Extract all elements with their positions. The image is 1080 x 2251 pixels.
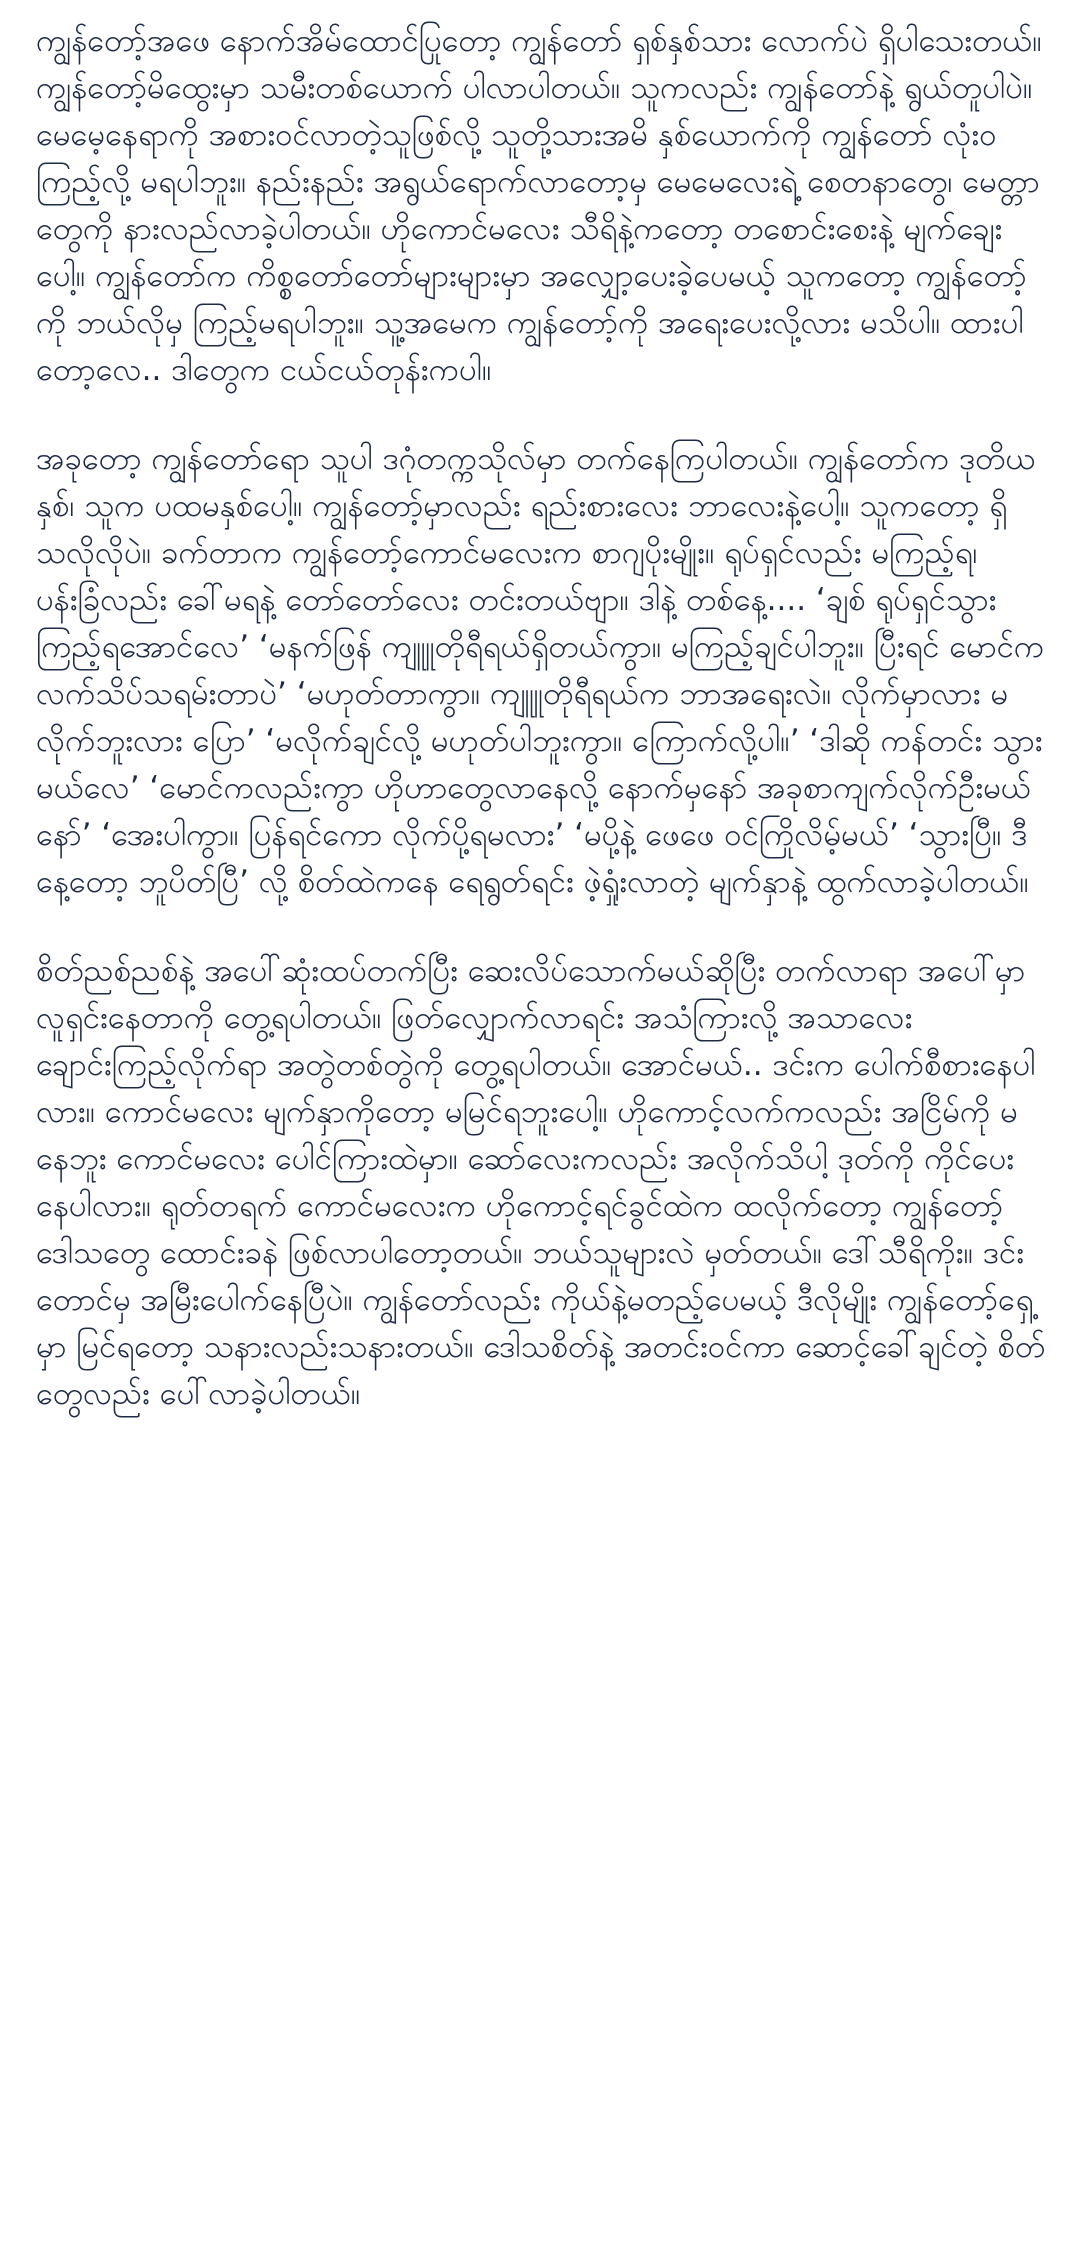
article-body bbox=[36, 18, 1046, 1418]
paragraph: ကျွန်တော့်အဖေ နောက်အိမ်ထောင်ပြုတော့ ကျွန်တော် ရှစ်နှစ်သား လောက်ပဲ ရှိပါသေးတယ်။ ကျွန်တော့်မိထွေးမှာ သမီးတစ်ယောက် ပါလာပါတယ်။ သူကလည်း ကျွန်တော်နဲ့ ရွယ်တူပါပဲ။ မေမေ့နေရာကို အစားဝင်လာတဲ့သူဖြစ်လို့ သူတို့သားအမိ နှစ်ယောက်ကို ကျွန်တော် လုံးဝကြည့်လို့ မရပါဘူး။ နည်းနည်း အရွယ်ရောက်လာတော့မှ မေမေလေးရဲ့ စေတနာတွေ၊ မေတ္တာတွေကို နားလည်လာခဲ့ပါတယ်။ ဟိုကောင်မလေး သီရိနဲ့ကတော့ တစောင်းစေးနဲ့ မျက်ချေးပေါ့။ ကျွန်တော်က ကိစ္စတော်တော်များများမှာ အလျှော့ပေးခဲ့ပေမယ့် သူကတော့ ကျွန်တော့်ကို ဘယ်လိုမှ ကြည့်မရပါဘူး။ သူ့အမေက ကျွန်တော့်ကို အရေးပေးလို့လား မသိပါ။ ထားပါတော့လေ.. ဒါတွေက ငယ်ငယ်တုန်းကပါ။ bbox=[36, 23, 1042, 388]
paragraph: စိတ်ညစ်ညစ်နဲ့ အပေါ်ဆုံးထပ်တက်ပြီး ဆေးလိပ်သောက်မယ်ဆိုပြီး တက်လာရာ အပေါ်မှာ လူရှင်းနေတာကို တွေ့ရပါတယ်။ ဖြတ်လျှောက်လာရင်း အသံကြားလို့ အသာလေး ချောင်းကြည့်လိုက်ရာ အတွဲတစ်တွဲကို တွေ့ရပါတယ်။ အောင်မယ်.. ဒင်းက ပေါက်စီစားနေပါလား။ ကောင်မလေး မျက်နှာကိုတော့ မမြင်ရဘူးပေါ့။ ဟိုကောင့်လက်ကလည်း အငြိမ်ကို မနေဘူး ကောင်မလေး ပေါင်ကြားထဲမှာ။ ဆော်လေးကလည်း အလိုက်သိပါ့ ဒုတ်ကို ကိုင်ပေးနေပါလား။ ရုတ်တရက် ကောင်မလေးက ဟိုကောင့်ရင်ခွင်ထဲက ထလိုက်တော့ ကျွန်တော့်ဒေါသတွေ ထောင်းခနဲ ဖြစ်လာပါတော့တယ်။ ဘယ်သူများလဲ မှတ်တယ်။ ဒေါ်သီရိကိုး။ ဒင်းတောင်မှ အမြီးပေါက်နေပြီပဲ။ ကျွန်တော်လည်း ကိုယ်နဲ့မတည့်ပေမယ့် ဒီလိုမျိုး ကျွန်တော့်ရှေ့မှာ မြင်ရတော့ သနားလည်းသနားတယ်။ ဒေါသစိတ်နဲ့ အတင်းဝင်ကာ ဆောင့်ခေါ်ချင်တဲ့ စိတ်တွေလည်း ပေါ်လာခဲ့ပါတယ်။ bbox=[36, 953, 1046, 1412]
paragraph: အခုတော့ ကျွန်တော်ရော သူပါ ဒဂုံတက္ကသိုလ်မှာ တက်နေကြပါတယ်။ ကျွန်တော်က ဒုတိယနှစ်၊ သူက ပထမနှစ်ပေါ့။ ကျွန်တော့်မှာလည်း ရည်းစားလေး ဘာလေးနဲ့ပေါ့။ သူကတော့ ရှိသလိုလိုပဲ။ ခက်တာက ကျွန်တော့်ကောင်မလေးက စာဂျပိုးမျိုး။ ရုပ်ရှင်လည်း မကြည့်ရ၊ ပန်းခြံလည်း ခေါ်မရနဲ့ တော်တော်လေး တင်းတယ်ဗျာ။ ဒါနဲ့ တစ်နေ့.... ‘ချစ် ရုပ်ရှင်သွားကြည့်ရအောင်လေ’ ‘မနက်ဖြန် ကျူူတိုရီရယ်ရှိတယ်ကွာ။ မကြည့်ချင်ပါဘူး။ ပြီးရင် မောင်က လက်သိပ်သရမ်းတာပဲ’ ‘မဟုတ်တာကွာ။ ကျူူတိုရီရယ်က ဘာအရေးလဲ။ လိုက်မှာလား မလိုက်ဘူးလား ပြော’ ‘မလိုက်ချင်လို့ မဟုတ်ပါဘူးကွာ။ ကြောက်လို့ပါ။’ ‘ဒါဆို ကန်တင်း သွားမယ်လေ’ ‘မောင်ကလည်းကွာ ဟိုဟာတွေလာနေလို့ နောက်မှနော် အခုစာကျက်လိုက်ဦးမယ်နော်’ ‘အေးပါကွာ။ ပြန်ရင်ကော လိုက်ပို့ရမလား’ ‘မပို့နဲ့ ဖေဖေ ဝင်ကြိုလိမ့်မယ်’ ‘သွားပြီ။ ဒီနေ့တော့ ဘူပိတ်ပြီ’ လို့ စိတ်ထဲကနေ ရေရွတ်ရင်း ဖဲ့ရှုံးလာတဲ့ မျက်နှာနဲ့ ထွက်လာခဲ့ပါတယ်။ bbox=[36, 441, 1045, 900]
